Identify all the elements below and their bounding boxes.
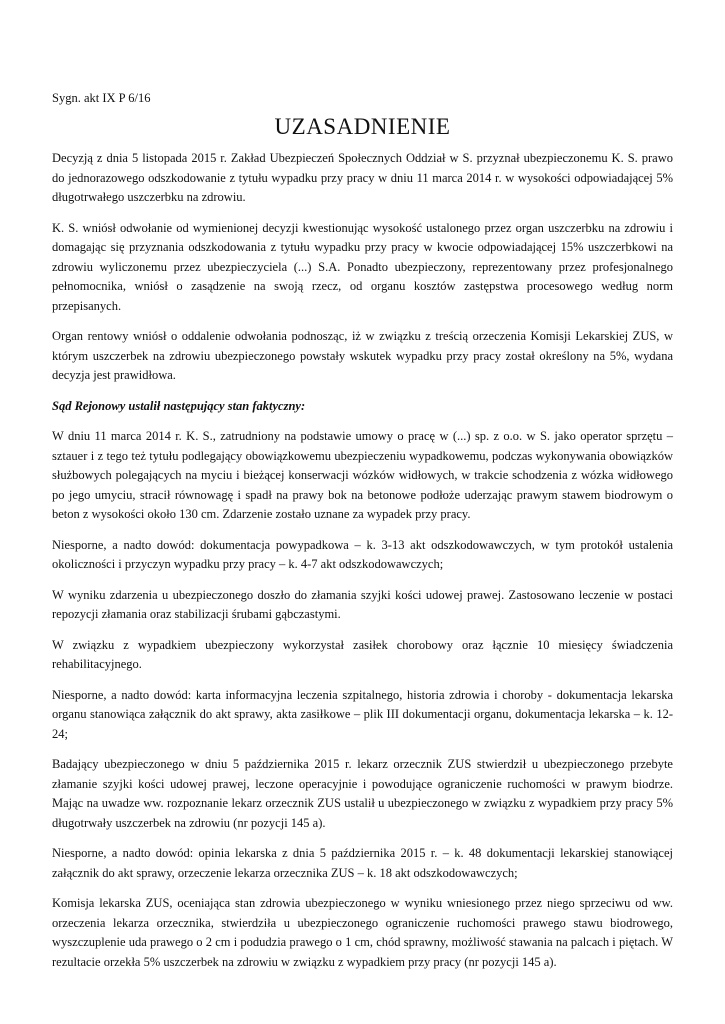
paragraph-decision: Decyzją z dnia 5 listopada 2015 r. Zakład Ubezpieczeń Społecznych Oddział w S. przyznał ubezpieczonemu K. S. prawo do jednorazowego odszkodowanie z tytułu wypadku przy pracy w dniu 11 marca 2014 r. w wysokości odpowiadającej 5% długotrwałego uszczerbku na zdrowiu. <box>52 151 673 204</box>
case-signature: Sygn. akt IX P 6/16 <box>52 91 151 105</box>
paragraph-organ-response: Organ rentowy wniósł o oddalenie odwołania podnosząc, iż w związku z treścią orzeczenia Komisji Lekarskiej ZUS, w którym uszczerbek na zdrowiu ubezpieczonego powstały wskutek wypadku przy pracy został określony na 5%, wydana decyzja jest prawidłowa. <box>52 329 673 382</box>
paragraph-injury: W wyniku zdarzenia u ubezpieczonego doszło do złamania szyjki kości udowej prawej. Zastosowano leczenie w postaci repozycji złamania oraz stabilizacji śrubami gąbczastymi. <box>52 587 673 621</box>
paragraph-commission: Komisja lekarska ZUS, oceniająca stan zdrowia ubezpieczonego w wyniku wniesionego przez niego sprzeciwu od ww. orzeczenia lekarza orzecznika, stwierdziła u ubezpieczonego ograniczenie ruchomości prawego stawu biodrowego, wyszczuplenie uda prawego o 2 cm i podudzia prawego o 1 cm, chód sprawny, możliwość stawania na palcach i piętach. W rezultacie orzekła 5% uszczerbek na zdrowiu w związku z wypadkiem przy pracy (nr pozycji 145 a). <box>52 896 673 969</box>
document-title: UZASADNIENIE <box>274 114 451 139</box>
section-heading-facts: Sąd Rejonowy ustalił następujący stan faktyczny: <box>52 398 306 413</box>
paragraph-appeal: K. S. wniósł odwołanie od wymienionej decyzji kwestionując wysokość ustalonego przez organ uszczerbku na zdrowiu i domagając się przyznania odszkodowania z tytułu wypadku przy pracy w kwocie odpowiadającej 15% uszczerbkowi na zdrowiu wyliczonemu przez ubezpieczyciela (...) S.A. Ponadto ubezpieczony, reprezentowany przez profesjonalnego pełnomocnika, wniósł o zasądzenie na swoją rzecz, od organu kosztów zastępstwa procesowego według norm przepisanych. <box>52 220 673 313</box>
paragraph-benefits: W związku z wypadkiem ubezpieczony wykorzystał zasiłek chorobowy oraz łącznie 10 miesięcy świadczenia rehabilitacyjnego. <box>52 637 673 671</box>
paragraph-evidence-medical: Niesporne, a nadto dowód: karta informacyjna leczenia szpitalnego, historia zdrowia i choroby - dokumentacja lekarska organu stanowiąca załącznik do akt sprawy, akta zasiłkowe – plik III dokumentacji organu, dokumentacja lekarska – k. 12-24; <box>52 687 673 741</box>
paragraph-doctor-assessment: Badający ubezpieczonego w dniu 5 października 2015 r. lekarz orzecznik ZUS stwierdził u ubezpieczonego przebyte złamanie szyjki kości udowej prawej, leczone operacyjnie i powodujące ograniczenie ruchomości w prawym biodrze. Mając na uwadze ww. rozpoznanie lekarz orzecznik ZUS ustalił u ubezpieczonego w związku z wypadkiem przy pracy 5% długotrwały uszczerbek na zdrowiu (nr pozycji 145 a). <box>52 757 673 830</box>
document-page <box>52 89 673 983</box>
paragraph-accident: W dniu 11 marca 2014 r. K. S., zatrudniony na podstawie umowy o pracę w (...) sp. z o.o. w S. jako operator sprzętu – sztauer i z tego też tytułu podlegający obowiązkowemu ubezpieczeniu wypadkowemu, podczas wykonywania obowiązków służbowych polegających na myciu i bieżącej konserwacji wózków widłowych, w trakcie schodzenia z wózka widłowego po jego umyciu, stracił równowagę i spadł na prawy bok na betonowe podłoże uderzając prawym stawem biodrowym o beton z wysokości około 130 cm. Zdarzenie zostało uznane za wypadek przy pracy. <box>52 429 673 521</box>
paragraph-evidence-accident: Niesporne, a nadto dowód: dokumentacja powypadkowa – k. 3-13 akt odszkodowawczych, w tym protokół ustalenia okoliczności i przyczyn wypadku przy pracy – k. 4-7 akt odszkodowawczych; <box>52 537 673 571</box>
paragraph-evidence-opinion: Niesporne, a nadto dowód: opinia lekarska z dnia 5 października 2015 r. – k. 48 dokumentacji lekarskiej stanowiącej załącznik do akt sprawy, orzeczenie lekarza orzecznika ZUS – k. 18 akt odszkodowawczych; <box>52 846 673 880</box>
